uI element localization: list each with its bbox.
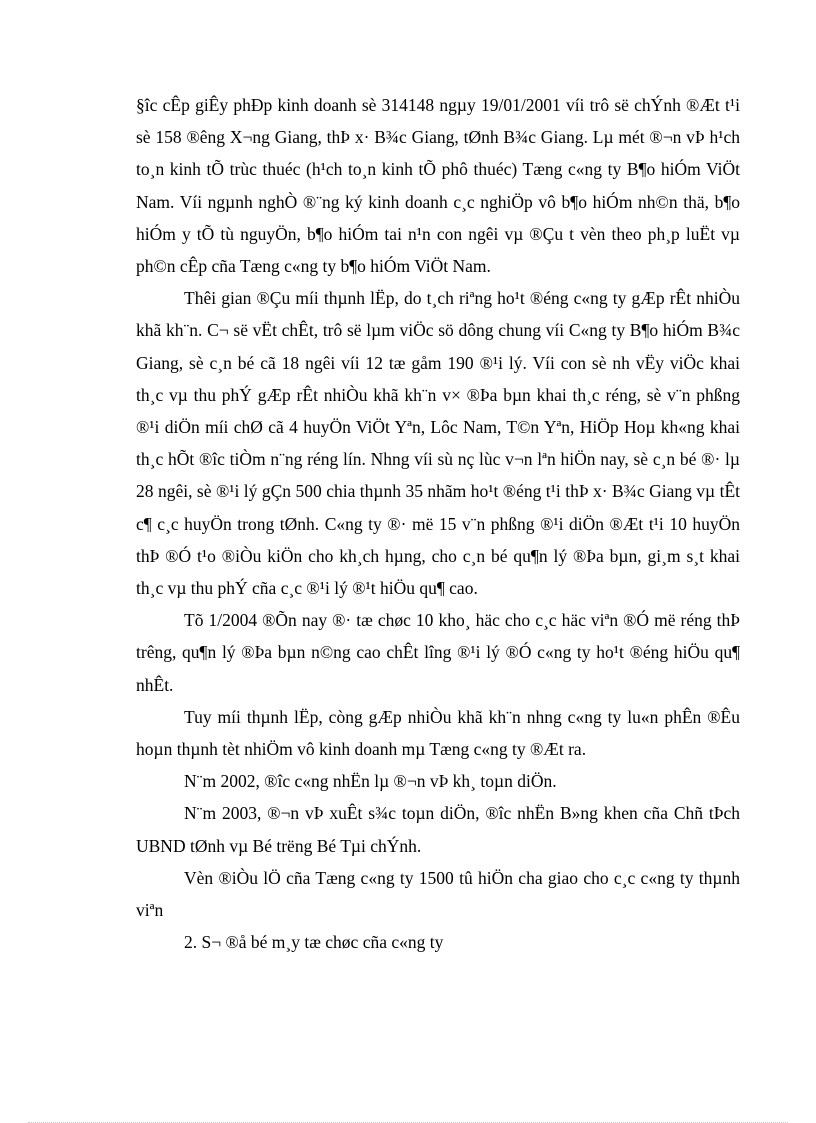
document-body xyxy=(136,89,740,958)
paragraph-training-courses: Tõ 1/2004 ®Õn nay ®· tæ chøc 10 kho¸ häc cho c¸c häc viªn ®Ó më réng thÞ trêng, qu¶n lý ®Þa bµn n©ng cao chÊt lîng ®¹i lý ®Ó c«ng ty ho¹t ®éng hiÖu qu¶ nhÊt. xyxy=(136,610,740,695)
paragraph-year-2002: N¨m 2002, ®îc c«ng nhËn lµ ®¬n vÞ kh¸ toµn diÖn. xyxy=(184,771,557,792)
paragraph-charter-capital: Vèn ®iÒu lÖ cña Tæng c«ng ty 1500 tû hiÖn cha giao cho c¸c c«ng ty thµnh viªn xyxy=(136,867,740,921)
paragraph-company-overview: §îc cÊp giÊy phÐp kinh doanh sè 314148 ngµy 19/01/2001 víi trô së chÝnh ®Æt t¹i sè 158 ®êng X¬ng Giang, thÞ x· B¾c Giang, tØnh B¾c Giang. Lµ mét ®¬n vÞ h¹ch to¸n kinh tÕ trùc thuéc (h¹ch to¸n kinh tÕ phô thuéc) Tæng c«ng ty B¶o hiÓm ViÖt Nam. Víi ngµnh nghÒ ®¨ng ký kinh doanh c¸c nghiÖp vô b¶o hiÓm nh©n thä, b¶o hiÓm y tÕ tù nguyÖn, b¶o hiÓm tai n¹n con ngêi vµ ®Çu t vèn theo ph¸p luËt vµ ph©n cÊp cña Tæng c«ng ty b¶o hiÓm ViÖt Nam. xyxy=(136,95,740,277)
section-heading-org-chart: 2. S¬ ®å bé m¸y tæ chøc cña c«ng ty xyxy=(184,932,444,953)
paragraph-achievements: Tuy míi thµnh lËp, còng gÆp nhiÒu khã kh¨n nhng c«ng ty lu«n phÊn ®Êu hoµn thµnh tèt nhiÖm vô kinh doanh mµ Tæng c«ng ty ®Æt ra. xyxy=(136,706,740,760)
paragraph-early-period: Thêi gian ®Çu míi thµnh lËp, do t¸ch riªng ho¹t ®éng c«ng ty gÆp rÊt nhiÒu khã kh¨n. C¬ së vËt chÊt, trô së lµm viÖc sö dông chung víi C«ng ty B¶o hiÓm B¾c Giang, sè c¸n bé cã 18 ngêi víi 12 tæ gåm 190 ®¹i lý. Víi con sè nh vËy viÖc khai th¸c vµ thu phÝ gÆp rÊt nhiÒu khã kh¨n v× ®Þa bµn khai th¸c réng, sè v¨n phßng ®¹i diÖn míi chØ cã 4 huyÖn ViÖt Yªn, Lôc Nam, T©n Yªn, HiÖp Hoµ kh«ng khai th¸c hÕt ®îc tiÒm n¨ng réng lín. Nhng víi sù nç lùc v¬n lªn hiÖn nay, sè c¸n bé ®· lµ 28 ngêi, sè ®¹i lý gÇn 500 chia thµnh 35 nhãm ho¹t ®éng t¹i thÞ x· B¾c Giang vµ tÊt c¶ c¸c huyÖn trong tØnh. C«ng ty ®· më 15 v¨n phßng ®¹i diÖn ®Æt t¹i 10 huyÖn thÞ ®Ó t¹o ®iÒu kiÖn cho kh¸ch hµng, cho c¸n bé qu¶n lý ®Þa bµn, gi¸m s¸t khai th¸c vµ thu phÝ cña c¸c ®¹i lý ®¹t hiÖu qu¶ cao. xyxy=(136,288,740,599)
paragraph-year-2003: N¨m 2003, ®¬n vÞ xuÊt s¾c toµn diÖn, ®îc nhËn B»ng khen cña Chñ tÞch UBND tØnh vµ Bé trëng Bé Tµi chÝnh. xyxy=(136,803,740,856)
